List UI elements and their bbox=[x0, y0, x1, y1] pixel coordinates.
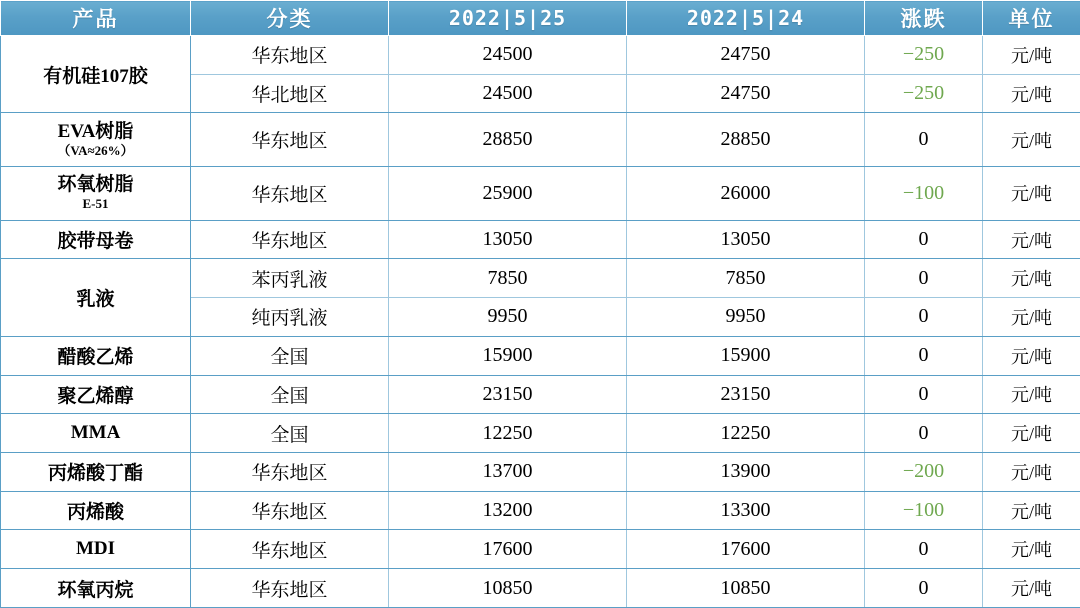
cell-change: 0 bbox=[865, 336, 983, 375]
cell-category: 苯丙乳液 bbox=[191, 259, 389, 298]
cell-product: 丙烯酸丁酯 bbox=[1, 453, 191, 492]
column-header-unit: 单位 bbox=[983, 1, 1080, 36]
cell-price-yesterday: 23150 bbox=[627, 375, 865, 414]
column-header-date-yesterday: 2022|5|24 bbox=[627, 1, 865, 36]
cell-price-today: 17600 bbox=[389, 530, 627, 569]
cell-price-yesterday: 15900 bbox=[627, 336, 865, 375]
cell-price-yesterday: 10850 bbox=[627, 569, 865, 608]
cell-product: 丙烯酸 bbox=[1, 491, 191, 530]
cell-product-sublabel: （VA≈26%） bbox=[57, 142, 134, 158]
cell-category: 纯丙乳液 bbox=[191, 298, 389, 337]
cell-price-yesterday: 12250 bbox=[627, 414, 865, 453]
cell-product: 醋酸乙烯 bbox=[1, 336, 191, 375]
cell-price-today: 13700 bbox=[389, 453, 627, 492]
table-row bbox=[1, 375, 1080, 414]
table-row bbox=[1, 453, 1080, 492]
cell-change: −250 bbox=[865, 74, 983, 113]
cell-unit: 元/吨 bbox=[983, 453, 1080, 492]
cell-unit: 元/吨 bbox=[983, 569, 1080, 608]
column-header-product: 产品 bbox=[1, 1, 191, 36]
cell-price-today: 13200 bbox=[389, 491, 627, 530]
header-row bbox=[1, 1, 1080, 36]
cell-category: 全国 bbox=[191, 375, 389, 414]
table-row bbox=[1, 569, 1080, 608]
cell-change: −100 bbox=[865, 491, 983, 530]
cell-unit: 元/吨 bbox=[983, 491, 1080, 530]
cell-product: EVA树脂 （VA≈26%） bbox=[1, 113, 191, 167]
cell-unit: 元/吨 bbox=[983, 113, 1080, 167]
cell-price-today: 25900 bbox=[389, 167, 627, 221]
cell-product: 胶带母卷 bbox=[1, 220, 191, 259]
cell-category: 全国 bbox=[191, 336, 389, 375]
cell-product: MDI bbox=[1, 530, 191, 569]
cell-change: 0 bbox=[865, 220, 983, 259]
cell-category: 华北地区 bbox=[191, 74, 389, 113]
cell-unit: 元/吨 bbox=[983, 36, 1080, 75]
cell-category: 华东地区 bbox=[191, 530, 389, 569]
table-row bbox=[1, 113, 1080, 167]
cell-unit: 元/吨 bbox=[983, 336, 1080, 375]
table-row bbox=[1, 167, 1080, 221]
column-header-date-today: 2022|5|25 bbox=[389, 1, 627, 36]
cell-price-today: 9950 bbox=[389, 298, 627, 337]
cell-change: 0 bbox=[865, 113, 983, 167]
cell-price-yesterday: 28850 bbox=[627, 113, 865, 167]
cell-unit: 元/吨 bbox=[983, 167, 1080, 221]
cell-price-yesterday: 24750 bbox=[627, 36, 865, 75]
cell-price-today: 24500 bbox=[389, 74, 627, 113]
cell-change: 0 bbox=[865, 375, 983, 414]
table-row bbox=[1, 220, 1080, 259]
cell-price-yesterday: 26000 bbox=[627, 167, 865, 221]
cell-price-today: 10850 bbox=[389, 569, 627, 608]
table-header bbox=[1, 1, 1080, 36]
cell-product: 有机硅107胶 bbox=[1, 36, 191, 113]
cell-price-yesterday: 24750 bbox=[627, 74, 865, 113]
cell-price-today: 28850 bbox=[389, 113, 627, 167]
table-row bbox=[1, 336, 1080, 375]
cell-product-sublabel: E-51 bbox=[82, 196, 109, 212]
cell-unit: 元/吨 bbox=[983, 414, 1080, 453]
cell-unit: 元/吨 bbox=[983, 74, 1080, 113]
cell-product: 环氧树脂 E-51 bbox=[1, 167, 191, 221]
table-row bbox=[1, 259, 1080, 298]
cell-unit: 元/吨 bbox=[983, 530, 1080, 569]
cell-category: 华东地区 bbox=[191, 569, 389, 608]
cell-price-today: 12250 bbox=[389, 414, 627, 453]
cell-change: −200 bbox=[865, 453, 983, 492]
cell-category: 全国 bbox=[191, 414, 389, 453]
cell-price-today: 13050 bbox=[389, 220, 627, 259]
cell-change: −250 bbox=[865, 36, 983, 75]
table-row bbox=[1, 491, 1080, 530]
cell-change: 0 bbox=[865, 259, 983, 298]
cell-price-yesterday: 17600 bbox=[627, 530, 865, 569]
table-row bbox=[1, 530, 1080, 569]
cell-price-yesterday: 7850 bbox=[627, 259, 865, 298]
cell-category: 华东地区 bbox=[191, 453, 389, 492]
cell-price-today: 7850 bbox=[389, 259, 627, 298]
cell-category: 华东地区 bbox=[191, 36, 389, 75]
table-row bbox=[1, 414, 1080, 453]
cell-change: 0 bbox=[865, 530, 983, 569]
cell-price-today: 15900 bbox=[389, 336, 627, 375]
column-header-change: 涨跌 bbox=[865, 1, 983, 36]
cell-product: MMA bbox=[1, 414, 191, 453]
cell-change: −100 bbox=[865, 167, 983, 221]
cell-unit: 元/吨 bbox=[983, 298, 1080, 337]
cell-unit: 元/吨 bbox=[983, 259, 1080, 298]
cell-price-yesterday: 13300 bbox=[627, 491, 865, 530]
cell-product: 环氧丙烷 bbox=[1, 569, 191, 608]
cell-unit: 元/吨 bbox=[983, 375, 1080, 414]
cell-product: 聚乙烯醇 bbox=[1, 375, 191, 414]
cell-price-yesterday: 9950 bbox=[627, 298, 865, 337]
cell-price-yesterday: 13900 bbox=[627, 453, 865, 492]
cell-unit: 元/吨 bbox=[983, 220, 1080, 259]
cell-price-yesterday: 13050 bbox=[627, 220, 865, 259]
table-row bbox=[1, 36, 1080, 75]
cell-category: 华东地区 bbox=[191, 113, 389, 167]
cell-product: 乳液 bbox=[1, 259, 191, 336]
cell-price-today: 23150 bbox=[389, 375, 627, 414]
cell-change: 0 bbox=[865, 569, 983, 608]
cell-category: 华东地区 bbox=[191, 220, 389, 259]
table-body bbox=[1, 36, 1080, 608]
cell-category: 华东地区 bbox=[191, 167, 389, 221]
cell-price-today: 24500 bbox=[389, 36, 627, 75]
cell-change: 0 bbox=[865, 298, 983, 337]
cell-change: 0 bbox=[865, 414, 983, 453]
column-header-category: 分类 bbox=[191, 1, 389, 36]
cell-category: 华东地区 bbox=[191, 491, 389, 530]
